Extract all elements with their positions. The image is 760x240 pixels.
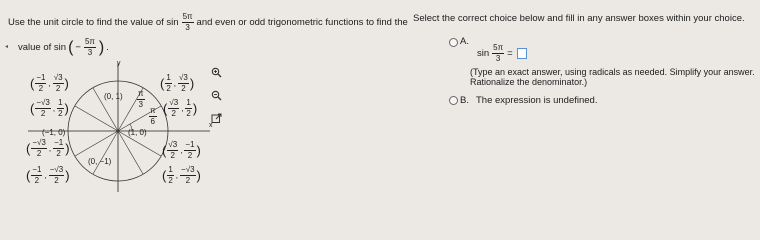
coord-7pi6: ( $\frac{-√3}{2}$ , $\frac{-1}{2}$ ) (26, 138, 70, 158)
coord-5pi6: ( $\frac{-√3}{2}$ , $\frac{1}{2}$ ) (30, 98, 69, 118)
expand-arrow-icon[interactable]: ◂ (5, 44, 9, 50)
angle-pi-over-3: $\frac{\pi}{3}$ (138, 89, 144, 109)
instructions: Select the correct choice below and fill in any answer boxes within your choice. (413, 13, 745, 24)
point-left: (−1, 0) (42, 128, 66, 137)
point-bottom: (0, −1) (88, 157, 112, 166)
option-a-hint-line2: Rationalize the denominator.) (470, 77, 588, 87)
option-b-label: B. (460, 95, 469, 106)
option-b-text: The expression is undefined. (476, 95, 598, 106)
coord-5pi3: ( $\frac{1}{2}$ , $\frac{-√3}{2}$ ) (162, 165, 201, 185)
option-a-hint-line1: (Type an exact answer, using radicals as needed. Simplify your answer. (470, 67, 755, 77)
question-prefix: Use the unit circle to find the value of sin (8, 17, 179, 28)
question-suffix: and even or odd trigonometric functions to find the (196, 17, 408, 28)
point-top: (0, 1) (104, 92, 123, 101)
answer-input-box[interactable] (517, 48, 527, 59)
axis-x-label: x (209, 122, 213, 129)
zoom-in-icon[interactable] (210, 67, 222, 79)
option-a-label: A. (460, 36, 469, 47)
coord-4pi3: ( $\frac{-1}{2}$ , $\frac{-√3}{2}$ ) (26, 165, 70, 185)
question-fraction: $\frac{5\pi}{3}$ (182, 12, 193, 32)
zoom-out-icon[interactable] (210, 90, 222, 102)
option-a-expression: sin $\frac{5\pi}{3}$ = (477, 44, 527, 63)
question-value-of: value of sin ( − $\frac{5\pi}{3}$ ) . (18, 37, 109, 57)
coord-pi6: ( $\frac{√3}{2}$ , $\frac{1}{2}$ ) (163, 98, 198, 118)
coord-pi3: ( $\frac{1}{2}$ , $\frac{√3}{2}$ ) (160, 73, 195, 93)
option-b-radio[interactable] (449, 96, 458, 105)
question-text (8, 13, 408, 32)
option-a-radio[interactable] (449, 38, 458, 47)
coord-11pi6: ( $\frac{√3}{2}$ , $\frac{-1}{2}$ ) (162, 140, 201, 160)
coord-2pi3: ( $\frac{-1}{2}$ , $\frac{√3}{2}$ ) (30, 73, 69, 93)
value-of-fraction: $\frac{5\pi}{3}$ (84, 37, 95, 57)
angle-pi-over-6: $\frac{\pi}{6}$ (150, 106, 156, 126)
axis-y-label: y (117, 60, 121, 67)
open-external-icon[interactable] (210, 113, 222, 125)
point-right: (1, 0) (128, 128, 147, 137)
